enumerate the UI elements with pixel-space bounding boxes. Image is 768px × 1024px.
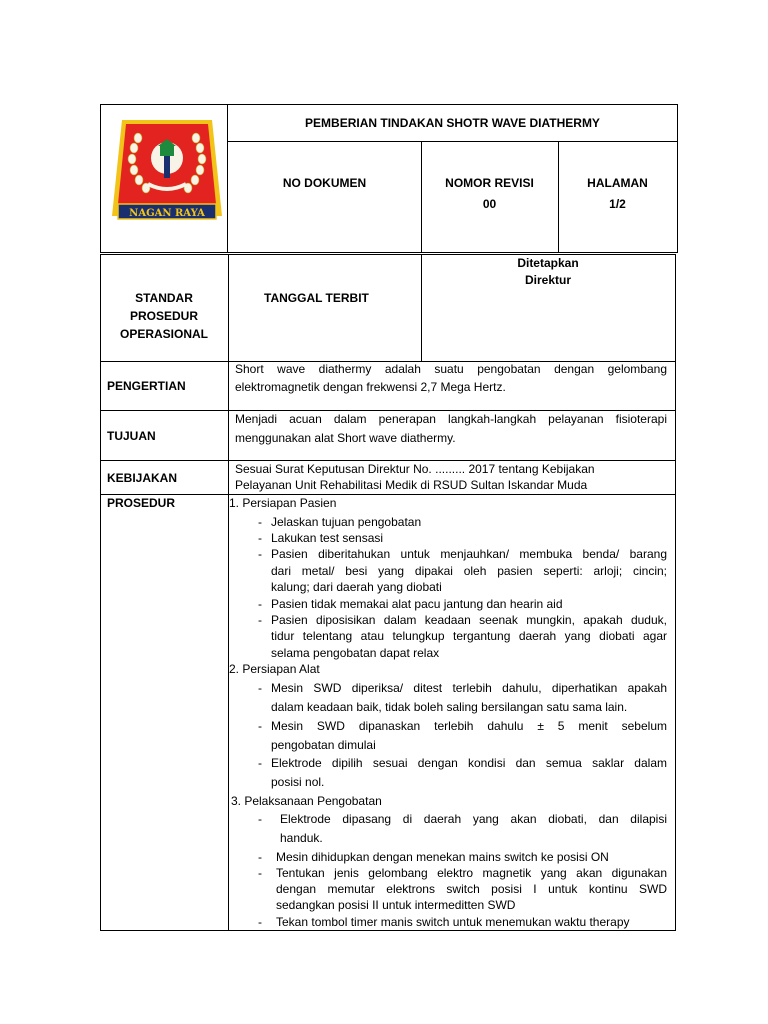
s2-item-2-line2: pengobatan dimulai	[271, 738, 376, 752]
s1-item-5-line2: tidur telentang atau telungkup tergantung daerah yang diobati agar	[271, 629, 667, 643]
s3-item-1-line1: Elektrode dipasang di daerah yang akan diobati, dan dilapisi	[280, 812, 667, 826]
s3-item-1-line2: handuk.	[280, 831, 323, 845]
prosedur-label: PROSEDUR	[107, 496, 176, 510]
s2-item-3-line1: Elektrode dipilih sesuai dengan kondisi dan semua saklar dalam	[271, 756, 667, 770]
sop-label-line2: PROSEDUR	[129, 309, 198, 323]
nagan-raya-logo	[108, 112, 226, 224]
document-title: PEMBERIAN TINDAKAN SHOTR WAVE DIATHERMY	[305, 116, 600, 130]
border	[100, 252, 678, 253]
s3-item-4: Tekan tombol timer manis switch untuk menemukan waktu therapy	[276, 915, 630, 929]
s3-item-2: Mesin dihidupkan dengan menekan mains switch ke posisi ON	[276, 850, 609, 864]
list-dash: -	[258, 915, 262, 929]
list-dash: -	[258, 531, 262, 545]
list-dash: -	[258, 756, 262, 770]
border	[677, 104, 678, 252]
s3-item-3-line3: sedangkan posisi II untuk intermeditten SWD	[276, 898, 516, 912]
sop-label-line1: STANDAR	[135, 291, 193, 305]
s3-item-3-line2: dengan memutar elektrons switch posisi I untuk kontinu SWD	[276, 882, 667, 896]
ditetapkan-label: Ditetapkan	[517, 256, 579, 270]
kebijakan-label: KEBIJAKAN	[107, 471, 178, 485]
nomor-revisi-label: NOMOR REVISI	[445, 176, 534, 190]
s2-item-2-line1: Mesin SWD dipanaskan terlebih dahulu ± 5 menit sebelum	[271, 719, 667, 733]
s1-item-5-line3: selama pengobatan dapat relax	[271, 646, 440, 660]
s1-item-5-line1: Pasien diposisikan dalam keadaan seenak mungkin, apakah duduk,	[271, 613, 667, 627]
s3-item-3-line1: Tentukan jenis gelombang elektro magnetik yang akan digunakan	[276, 866, 667, 880]
list-dash: -	[258, 547, 262, 561]
tanggal-terbit-label: TANGGAL TERBIT	[264, 291, 369, 305]
list-dash: -	[258, 850, 262, 864]
s1-item-3-line2: dari metal/ besi yang dipakai oleh pasien seperti: arloji; cincin;	[271, 564, 667, 578]
halaman-label: HALAMAN	[587, 176, 648, 190]
list-dash: -	[258, 515, 262, 529]
pengertian-label: PENGERTIAN	[107, 379, 186, 393]
nomor-revisi-value: 00	[482, 197, 497, 211]
kebijakan-text-line2: Pelayanan Unit Rehabilitasi Medik di RSUD Sultan Iskandar Muda	[235, 478, 588, 492]
section-2-title: 2. Persiapan Alat	[229, 662, 320, 676]
no-dokumen-label: NO DOKUMEN	[282, 176, 367, 190]
list-dash: -	[258, 812, 262, 826]
border	[675, 254, 676, 931]
tujuan-text-line2: menggunakan alat Short wave diathermy.	[235, 431, 456, 445]
s2-item-3-line2: posisi nol.	[271, 775, 325, 789]
border	[100, 104, 678, 105]
border	[227, 141, 678, 142]
s1-item-3-line1: Pasien diberitahukan untuk menjauhkan/ membuka benda/ barang	[271, 547, 667, 561]
pengertian-text-line2: elektromagnetik dengan frekwensi 2,7 Mega Hertz.	[235, 380, 506, 394]
s2-item-1-line2: dalam keadaan baik, tidak boleh saling bersilangan satu sama lain.	[271, 700, 628, 714]
section-3-title: 3. Pelaksanaan Pengobatan	[231, 794, 382, 808]
border	[228, 254, 229, 931]
s1-item-3-line3: kalung; dari daerah yang diobati	[271, 580, 442, 594]
direktur-label: Direktur	[524, 273, 571, 287]
halaman-value: 1/2	[609, 197, 626, 211]
logo-text: NAGAN RAYA	[129, 208, 205, 219]
sop-label-line3: OPERASIONAL	[119, 327, 208, 341]
kebijakan-text-line1: Sesuai Surat Keputusan Direktur No. ......... 2017 tentang Kebijakan	[235, 462, 595, 476]
list-dash: -	[258, 866, 262, 880]
list-dash: -	[258, 597, 262, 611]
pengertian-text-line1: Short wave diathermy adalah suatu pengobatan dengan gelombang	[235, 362, 667, 376]
tujuan-text-line1: Menjadi acuan dalam penerapan langkah-langkah pelayanan fisioterapi	[235, 412, 667, 426]
s1-item-1: Jelaskan tujuan pengobatan	[271, 515, 422, 529]
tujuan-label: TUJUAN	[107, 429, 156, 443]
border	[100, 254, 101, 931]
s1-item-4: Pasien tidak memakai alat pacu jantung dan hearin aid	[271, 597, 563, 611]
list-dash: -	[258, 613, 262, 627]
border	[100, 104, 101, 252]
list-dash: -	[258, 719, 262, 733]
list-dash: -	[258, 681, 262, 695]
s1-item-2: Lakukan test sensasi	[271, 531, 384, 545]
section-1-title: 1. Persiapan Pasien	[229, 496, 337, 510]
border	[100, 494, 676, 495]
s2-item-1-line1: Mesin SWD diperiksa/ ditest terlebih dahulu, diperhatikan apakah	[271, 681, 667, 695]
